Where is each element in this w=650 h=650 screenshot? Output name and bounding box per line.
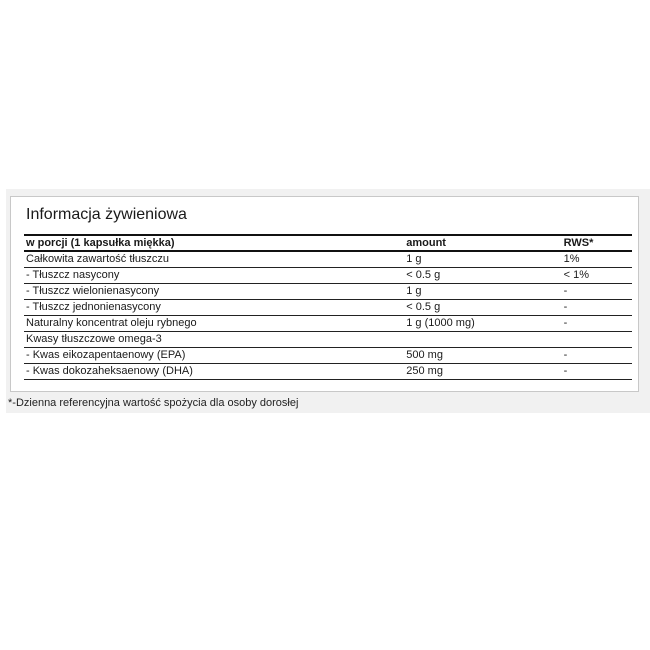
table-header-row: [24, 235, 632, 251]
row-amount: 250 mg: [406, 365, 443, 377]
column-header-amount: amount: [406, 236, 446, 249]
row-amount: 1 g (1000 mg): [406, 317, 475, 329]
table-row: [24, 268, 632, 284]
row-rws: -: [563, 317, 568, 329]
table-row: [24, 364, 632, 380]
row-amount: 1 g: [406, 285, 422, 297]
page-title: Informacja żywieniowa: [26, 206, 187, 223]
column-header-serving: w porcji (1 kapsułka miękka): [26, 236, 175, 249]
row-nutrient: Całkowita zawartość tłuszczu: [26, 253, 170, 265]
table-row: [24, 300, 632, 316]
row-rws: -: [563, 365, 568, 377]
row-amount: < 0.5 g: [406, 301, 441, 313]
row-nutrient: - Kwas eikozapentaenowy (EPA): [26, 349, 186, 361]
table-row: [24, 316, 632, 332]
table-row: [24, 332, 632, 348]
row-rws: -: [563, 349, 568, 361]
nutrition-table: [24, 234, 632, 380]
row-amount: [404, 332, 561, 348]
table-row: [24, 348, 632, 364]
table-row: [24, 251, 632, 268]
row-nutrient: - Tłuszcz jednonienasycony: [26, 301, 161, 313]
row-nutrient: - Tłuszcz nasycony: [26, 269, 120, 281]
row-amount: 500 mg: [406, 349, 443, 361]
row-rws: [562, 332, 632, 348]
footnote: *-Dzienna referencyjna wartość spożycia dla osoby dorosłej: [8, 397, 299, 409]
row-nutrient: Naturalny koncentrat oleju rybnego: [26, 317, 197, 329]
row-nutrient: - Kwas dokozaheksaenowy (DHA): [26, 365, 193, 377]
row-rws: < 1%: [563, 269, 590, 281]
row-nutrient: - Tłuszcz wielonienasycony: [26, 285, 160, 297]
row-amount: < 0.5 g: [406, 269, 441, 281]
row-rws: 1%: [563, 253, 580, 265]
row-rws: -: [563, 301, 568, 313]
row-nutrient: Kwasy tłuszczowe omega-3: [26, 333, 162, 345]
table-row: [24, 284, 632, 300]
row-rws: -: [563, 285, 568, 297]
column-header-rws: RWS*: [563, 236, 594, 249]
row-amount: 1 g: [406, 253, 422, 265]
